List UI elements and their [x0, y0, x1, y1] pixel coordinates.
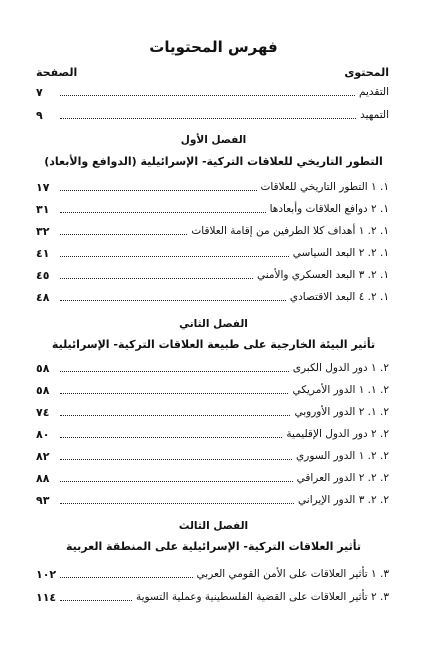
toc-entry-page: ٥٨	[36, 383, 50, 397]
toc-entry-text: ٣. ٢ تأثير العلاقات على القضية الفلسطينية وعملية التسوية	[135, 591, 389, 603]
toc-entry-text: ٢. ٢. ١ الدور السوري	[296, 450, 389, 462]
dot-leader	[60, 393, 288, 394]
toc-entry[interactable]	[36, 107, 389, 123]
dot-leader	[60, 503, 294, 504]
toc-entry-page: ٤٨	[36, 290, 50, 304]
toc-entry-text: ١. ١ التطور التاريخي للعلاقات	[260, 181, 389, 193]
toc-entry[interactable]	[36, 589, 389, 605]
dot-leader	[60, 95, 355, 96]
toc-entry-page: ١١٤	[36, 590, 57, 604]
toc-entry-page: ٤١	[36, 246, 50, 260]
chapter-title: التطور التاريخي للعلاقات التركية- الإسرائيلية (الدوافع والأبعاد)	[44, 155, 383, 168]
toc-entry[interactable]	[36, 470, 389, 486]
toc-entry-page: ٣١	[36, 202, 50, 216]
toc-entry-text: ٢. ١ دور الدول الكبرى	[292, 362, 389, 374]
dot-leader	[60, 118, 356, 119]
chapter-label: الفصل الأول	[180, 134, 247, 146]
toc-entry[interactable]	[36, 84, 389, 100]
toc-entry[interactable]	[36, 201, 389, 217]
toc-entry-text: التمهيد	[360, 109, 389, 121]
dot-leader	[60, 256, 289, 257]
toc-entry[interactable]	[36, 179, 389, 195]
toc-entry-text: ١. ٢. ٤ البعد الاقتصادي	[289, 291, 389, 303]
toc-entry[interactable]	[36, 289, 389, 305]
toc-entry-page: ٤٥	[36, 268, 50, 282]
toc-entry-page: ٨٨	[36, 471, 50, 485]
toc-entry-text: ٢. ٢. ٣ الدور الإيراني	[298, 494, 389, 506]
toc-entry-text: ١. ٢. ٣ البعد العسكري والأمني	[256, 269, 389, 281]
toc-entry[interactable]	[36, 426, 389, 442]
toc-entry-page: ٨٢	[36, 449, 50, 463]
toc-entry[interactable]	[36, 566, 389, 582]
page-title: فهرس المحتويات	[149, 38, 278, 56]
toc-entry[interactable]	[36, 448, 389, 464]
dot-leader	[60, 234, 187, 235]
toc-entry[interactable]	[36, 404, 389, 420]
chapter-title: تأثير العلاقات التركية- الإسرائيلية على المنطقة العربية	[65, 540, 362, 553]
toc-entry-page: ١٠٢	[36, 567, 57, 581]
toc-entry[interactable]	[36, 382, 389, 398]
toc-entry-page: ٩	[36, 108, 43, 122]
toc-entry-page: ٥٨	[36, 361, 50, 375]
chapter-label: الفصل الثاني	[179, 318, 248, 330]
dot-leader	[60, 459, 292, 460]
dot-leader	[60, 481, 293, 482]
toc-entry[interactable]	[36, 492, 389, 508]
dot-leader	[60, 437, 282, 438]
toc-entry[interactable]	[36, 267, 389, 283]
chapter-label: الفصل الثالث	[178, 520, 249, 532]
dot-leader	[60, 415, 290, 416]
toc-entry-page: ٧	[36, 85, 43, 99]
dot-leader	[60, 300, 286, 301]
toc-entry[interactable]	[36, 223, 389, 239]
toc-entry-text: ٢. ٢ دور الدول الإقليمية	[286, 428, 389, 440]
chapter-title: تأثير البيئة الخارجية على طبيعة العلاقات التركية- الإسرائيلية	[51, 338, 376, 351]
toc-entry-text: ٢. ١. ٢ الدور الأوروبي	[294, 406, 389, 418]
content-column-header: المحتوى	[344, 66, 389, 79]
toc-entry-text: ١. ٢. ١ أهداف كلا الطرفين من إقامة العلاقات	[191, 225, 389, 237]
toc-entry-text: ٢. ٢. ٢ الدور العراقي	[296, 472, 389, 484]
toc-entry-text: ١. ٢. ٢ البعد السياسي	[292, 247, 389, 259]
page-column-header: الصفحة	[36, 66, 78, 79]
dot-leader	[60, 190, 257, 191]
toc-entry-text: ١. ٢ دوافع العلاقات وأبعادها	[269, 203, 389, 215]
toc-entry[interactable]	[36, 245, 389, 261]
dot-leader	[60, 278, 253, 279]
toc-entry-text: التقديم	[358, 86, 389, 98]
dot-leader	[60, 212, 266, 213]
toc-entry-text: ٣. ١ تأثير العلاقات على الأمن القومي العربي	[196, 568, 389, 580]
dot-leader	[60, 371, 289, 372]
toc-entry-page: ٧٤	[36, 405, 50, 419]
toc-entry-page: ٨٠	[36, 427, 50, 441]
toc-entry-page: ٩٣	[36, 493, 50, 507]
toc-entry-page: ٣٢	[36, 224, 50, 238]
toc-entry[interactable]	[36, 360, 389, 376]
dot-leader	[60, 577, 192, 578]
toc-entry-text: ٢. ١. ١ الدور الأمريكي	[292, 384, 389, 396]
toc-entry-page: ١٧	[36, 180, 50, 194]
dot-leader	[60, 600, 132, 601]
